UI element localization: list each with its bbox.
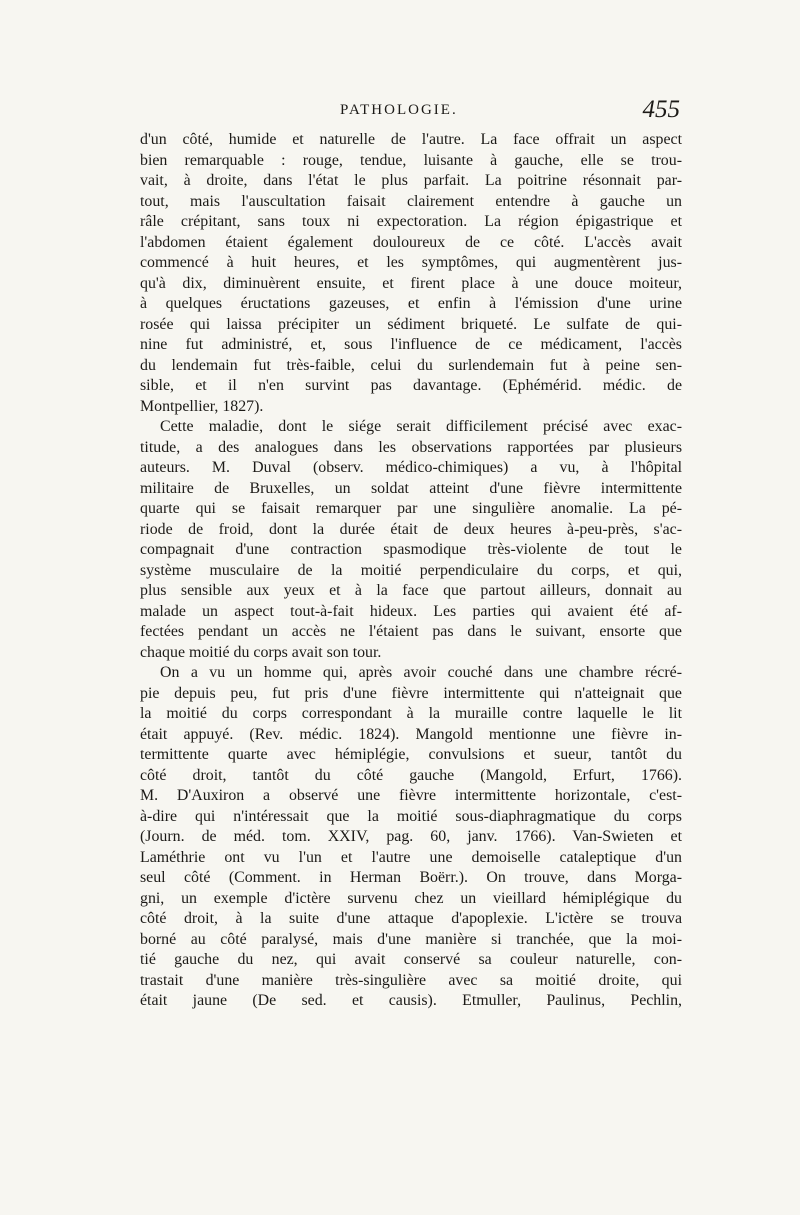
- page-header: [140, 96, 680, 128]
- text-line: borné au côté paralysé, mais d'une manière si tranchée, que la moi-: [140, 930, 682, 948]
- text-line: Montpellier, 1827).: [140, 397, 264, 415]
- page-number: 455: [642, 96, 680, 123]
- text-line: plus sensible aux yeux et à la face que partout ailleurs, donnait au: [140, 582, 682, 599]
- text-line: côté droit, tantôt du côté gauche (Mangold, Erfurt, 1766).: [140, 766, 682, 784]
- text-line: On a vu un homme qui, après avoir couché dans une chambre récré-: [160, 664, 682, 681]
- text-line: l'abdomen étaient également douloureux de ce côté. L'accès avait: [140, 233, 682, 251]
- text-line: (Journ. de méd. tom. XXIV, pag. 60, janv. 1766). Van-Swieten et: [140, 828, 682, 845]
- text-line: était jaune (De sed. et causis). Etmuller, Paulinus, Pechlin,: [140, 992, 682, 1009]
- text-line: d'un côté, humide et naturelle de l'autre. La face offrait un aspect: [140, 131, 682, 148]
- text-line: à quelques éructations gazeuses, et enfin à l'émission d'une urine: [140, 295, 682, 312]
- text-line: compagnait d'une contraction spasmodique très-violente de tout le: [140, 541, 682, 558]
- text-line: pie depuis peu, fut pris d'une fièvre intermittente qui n'atteignait que: [140, 684, 682, 702]
- text-line: auteurs. M. Duval (observ. médico-chimiques) a vu, à l'hôpital: [140, 459, 682, 476]
- running-title: PATHOLOGIE.: [340, 102, 458, 118]
- text-line: râle crépitant, sans toux ni expectoration. La région épigastrique et: [140, 213, 682, 230]
- text-line: bien remarquable : rouge, tendue, luisante à gauche, elle se trou-: [140, 151, 682, 169]
- text-line: nine fut administré, et, sous l'influence de ce médicament, l'accès: [140, 336, 682, 353]
- text-line: chaque moitié du corps avait son tour.: [140, 643, 382, 661]
- body-text: [140, 130, 682, 1012]
- text-line: commencé à huit heures, et les symptômes, qui augmentèrent jus-: [140, 254, 682, 271]
- text-line: vait, à droite, dans l'état le plus parfait. La poitrine résonnait par-: [140, 172, 682, 189]
- text-line: seul côté (Comment. in Herman Boërr.). On trouve, dans Morga-: [140, 869, 682, 886]
- text-line: malade un aspect tout-à-fait hideux. Les parties qui avaient été af-: [140, 602, 682, 620]
- text-line: riode de froid, dont la durée était de deux heures à-peu-près, s'ac-: [140, 520, 682, 538]
- text-line: trastait d'une manière très-singulière avec sa moitié droite, qui: [140, 971, 682, 989]
- text-line: sible, et il n'en survint pas davantage. (Ephémérid. médic. de: [140, 377, 682, 394]
- text-line: M. D'Auxiron a observé une fièvre intermittente horizontale, c'est-: [140, 787, 682, 804]
- text-line: tié gauche du nez, qui avait conservé sa couleur naturelle, con-: [140, 951, 682, 968]
- text-line: gni, un exemple d'ictère survenu chez un vieillard hémiplégique du: [140, 889, 682, 907]
- text-line: titude, a des analogues dans les observations rapportées par plusieurs: [140, 438, 682, 456]
- text-line: côté droit, à la suite d'une attaque d'apoplexie. L'ictère se trouva: [140, 910, 682, 927]
- text-line: tout, mais l'auscultation faisait clairement entendre à gauche un: [140, 192, 682, 210]
- text-line: la moitié du corps correspondant à la muraille contre laquelle le lit: [140, 705, 682, 722]
- text-line: termittente quarte avec hémiplégie, convulsions et sueur, tantôt du: [140, 746, 682, 763]
- text-line: système musculaire de la moitié perpendiculaire du corps, et qui,: [140, 561, 682, 579]
- text-line: Cette maladie, dont le siége serait difficilement précisé avec exac-: [160, 418, 682, 435]
- text-line: qu'à dix, diminuèrent ensuite, et firent place à une douce moiteur,: [140, 274, 682, 292]
- text-line: à-dire qui n'intéressait que la moitié sous-diaphragmatique du corps: [140, 807, 682, 825]
- text-line: militaire de Bruxelles, un soldat atteint d'une fièvre intermittente: [140, 479, 682, 497]
- text-line: du lendemain fut très-faible, celui du surlendemain fut à peine sen-: [140, 356, 682, 374]
- text-line: quarte qui se faisait remarquer par une singulière anomalie. La pé-: [140, 500, 682, 517]
- text-line: fectées pendant un accès ne l'étaient pas dans le suivant, ensorte que: [140, 623, 682, 640]
- text-line: Laméthrie ont vu l'un et l'autre une demoiselle cataleptique d'un: [140, 848, 682, 866]
- text-line: rosée qui laissa précipiter un sédiment briqueté. Le sulfate de qui-: [140, 315, 682, 333]
- text-line: était appuyé. (Rev. médic. 1824). Mangold mentionne une fièvre in-: [140, 725, 682, 743]
